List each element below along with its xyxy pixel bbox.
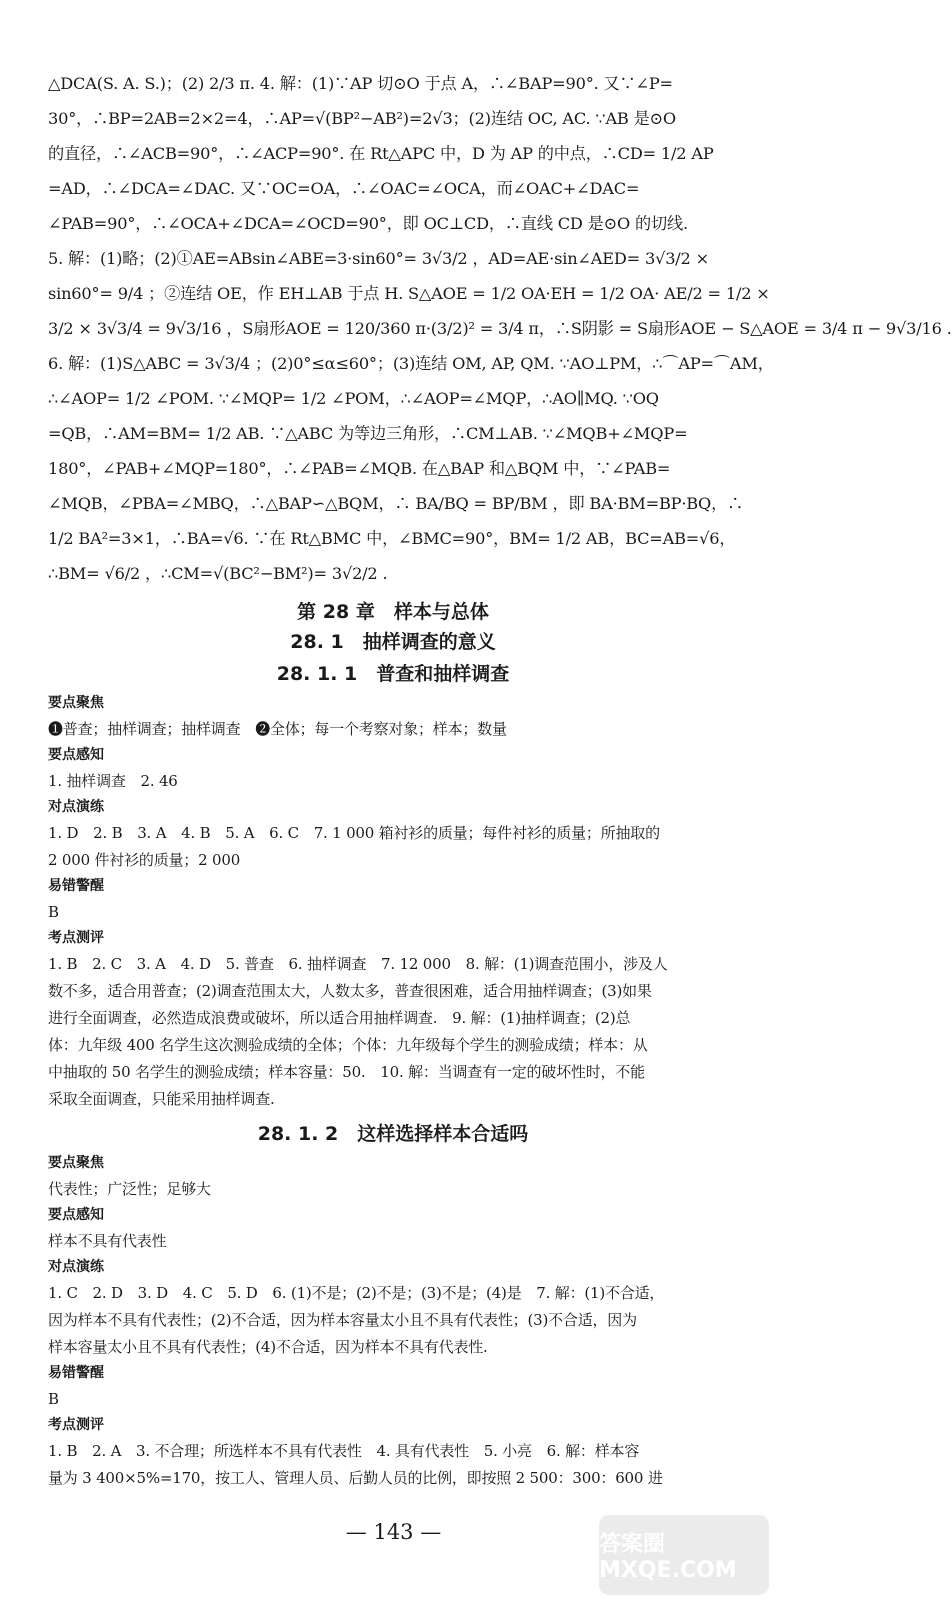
answer-text: 中抽取的 50 名学生的测验成绩；样本容量：50. 10. 解：当调查有一定的破坏性时，不能 [48, 1063, 645, 1081]
answer-text: B [48, 903, 59, 921]
answer-text: 样本不具有代表性 [48, 1232, 167, 1250]
page-number: — 143 — [345, 1520, 442, 1544]
answer-text: 采取全面调查，只能采用抽样调查. [48, 1090, 275, 1108]
answer-text: 代表性；广泛性；足够大 [48, 1180, 211, 1198]
label-yaodian-jujiao: 要点聚焦 [48, 1155, 104, 1171]
section-title: 28. 1 抽样调查的意义 [290, 631, 496, 653]
watermark-logo: 答案圈 MXQE.COM [599, 1515, 769, 1595]
label-yaodian-ganzhi: 要点感知 [48, 1207, 104, 1223]
answer-text: 样本容量太小且不具有代表性；(4)不合适，因为样本不具有代表性. [48, 1338, 488, 1356]
answer-line: 的直径，∴∠ACB=90°，∴∠ACP=90°. 在 Rt△APC 中，D 为 AP 的中点，∴CD= 1/2 AP [48, 144, 714, 163]
answer-text: B [48, 1390, 59, 1408]
answer-text: 1. B 2. C 3. A 4. D 5. 普查 6. 抽样调查 7. 12 000 8. 解：(1)调查范围小，涉及人 [48, 955, 668, 973]
prev-answers [48, 66, 952, 591]
answer-line: 30°，∴BP=2AB=2×2=4，∴AP=√(BP²−AB²)=2√3；(2)连结 OC, AC. ∵AB 是⊙O [48, 109, 676, 128]
answer-text: 1. D 2. B 3. A 4. B 5. A 6. C 7. 1 000 箱衬衫的质量；每件衬衫的质量；所抽取的 [48, 824, 660, 842]
label-yicuo-jingxing: 易错警醒 [48, 1365, 104, 1381]
subsection-title: 28. 1. 2 这样选择样本合适吗 [257, 1123, 529, 1145]
answer-line: =AD，∴∠DCA=∠DAC. 又∵OC=OA，∴∠OAC=∠OCA，而∠OAC+∠DAC= [48, 179, 640, 198]
chapter-title: 第 28 章 样本与总体 [297, 601, 489, 623]
answer-text: 进行全面调查，必然造成浪费或破坏，所以适合用抽样调查. 9. 解：(1)抽样调查；(2)总 [48, 1009, 631, 1027]
answer-line: ∠MQB，∠PBA=∠MBQ，∴△BAP∽△BQM，∴ BA/BQ = BP/BM ，即 BA·BM=BP·BQ，∴ [48, 494, 744, 513]
label-kaodian-ceping: 考点测评 [48, 1417, 104, 1433]
answer-line: 6. 解：(1)S△ABC = 3√3/4 ；(2)0°≤α≤60°；(3)连结 OM, AP, QM. ∵AO⊥PM，∴⌒AP=⌒AM， [48, 354, 774, 373]
answer-line: 1/2 BA²=3×1，∴BA=√6. ∵在 Rt△BMC 中，∠BMC=90°，BM= 1/2 AB，BC=AB=√6， [48, 529, 736, 548]
answer-text: 数不多，适合用普查；(2)调查范围太大，人数太多，普查很困难，适合用抽样调查；(3)如果 [48, 982, 652, 1000]
answer-text: 量为 3 400×5%=170，按工人、管理人员、后勤人员的比例，即按照 2 500：300：600 进 [48, 1469, 663, 1487]
answer-line: ∴BM= √6/2 ，∴CM=√(BC²−BM²)= 3√2/2 . [48, 564, 388, 583]
answer-line: ∠PAB=90°，∴∠OCA+∠DCA=∠OCD=90°，即 OC⊥CD，∴直线 CD 是⊙O 的切线. [48, 214, 688, 233]
page-content [48, 66, 952, 1492]
answer-line: =QB，∴AM=BM= 1/2 AB. ∵△ABC 为等边三角形，∴CM⊥AB. ∵∠MQB+∠MQP= [48, 424, 688, 443]
answer-text: 因为样本不具有代表性；(2)不合适，因为样本容量太小且不具有代表性；(3)不合适，因为 [48, 1311, 637, 1329]
answer-line: 5. 解：(1)略；(2)①AE=ABsin∠ABE=3·sin60°= 3√3/2 ，AD=AE·sin∠AED= 3√3/2 × [48, 249, 709, 268]
answer-text: 1. 抽样调查 2. 46 [48, 772, 178, 790]
answer-text: 1. B 2. A 3. 不合理；所选样本不具有代表性 4. 具有代表性 5. 小亮 6. 解：样本容 [48, 1442, 640, 1460]
answer-text: 1. C 2. D 3. D 4. C 5. D 6. (1)不是；(2)不是；(3)不是；(4)是 7. 解：(1)不合适， [48, 1284, 665, 1302]
label-yicuo-jingxing: 易错警醒 [48, 878, 104, 894]
answer-text: 体：九年级 400 名学生这次测验成绩的全体；个体：九年级每个学生的测验成绩；样本：从 [48, 1036, 648, 1054]
subsection-title: 28. 1. 1 普查和抽样调查 [276, 663, 510, 685]
subsection-2 [48, 1151, 738, 1492]
subsection-1 [48, 691, 738, 1113]
answer-line: △DCA(S. A. S.)；(2) 2/3 π. 4. 解：(1)∵AP 切⊙O 于点 A，∴∠BAP=90°. 又∵∠P= [48, 74, 673, 93]
answer-text: ❶普查；抽样调查；抽样调查 ❷全体；每一个考察对象；样本；数量 [48, 720, 507, 738]
answer-text: 2 000 件衬衫的质量；2 000 [48, 851, 241, 869]
answer-line: ∴∠AOP= 1/2 ∠POM. ∵∠MQP= 1/2 ∠POM，∴∠AOP=∠MQP，∴AO∥MQ. ∵OQ [48, 389, 659, 408]
label-yaodian-ganzhi: 要点感知 [48, 747, 104, 763]
label-duidian-yanlian: 对点演练 [48, 1259, 104, 1275]
label-duidian-yanlian: 对点演练 [48, 799, 104, 815]
label-kaodian-ceping: 考点测评 [48, 930, 104, 946]
answer-line: 3/2 × 3√3/4 = 9√3/16 ，S扇形AOE = 120/360 π·(3/2)² = 3/4 π，∴S阴影 = S扇形AOE − S△AOE = 3/4 π − 9√3/16 . [48, 319, 952, 338]
answer-line: sin60°= 9/4 ；②连结 OE，作 EH⊥AB 于点 H. S△AOE = 1/2 OA·EH = 1/2 OA· AE/2 = 1/2 × [48, 284, 770, 303]
answer-line: 180°，∠PAB+∠MQP=180°，∴∠PAB=∠MQB. 在△BAP 和△BQM 中，∵∠PAB= [48, 459, 671, 478]
label-yaodian-jujiao: 要点聚焦 [48, 695, 104, 711]
